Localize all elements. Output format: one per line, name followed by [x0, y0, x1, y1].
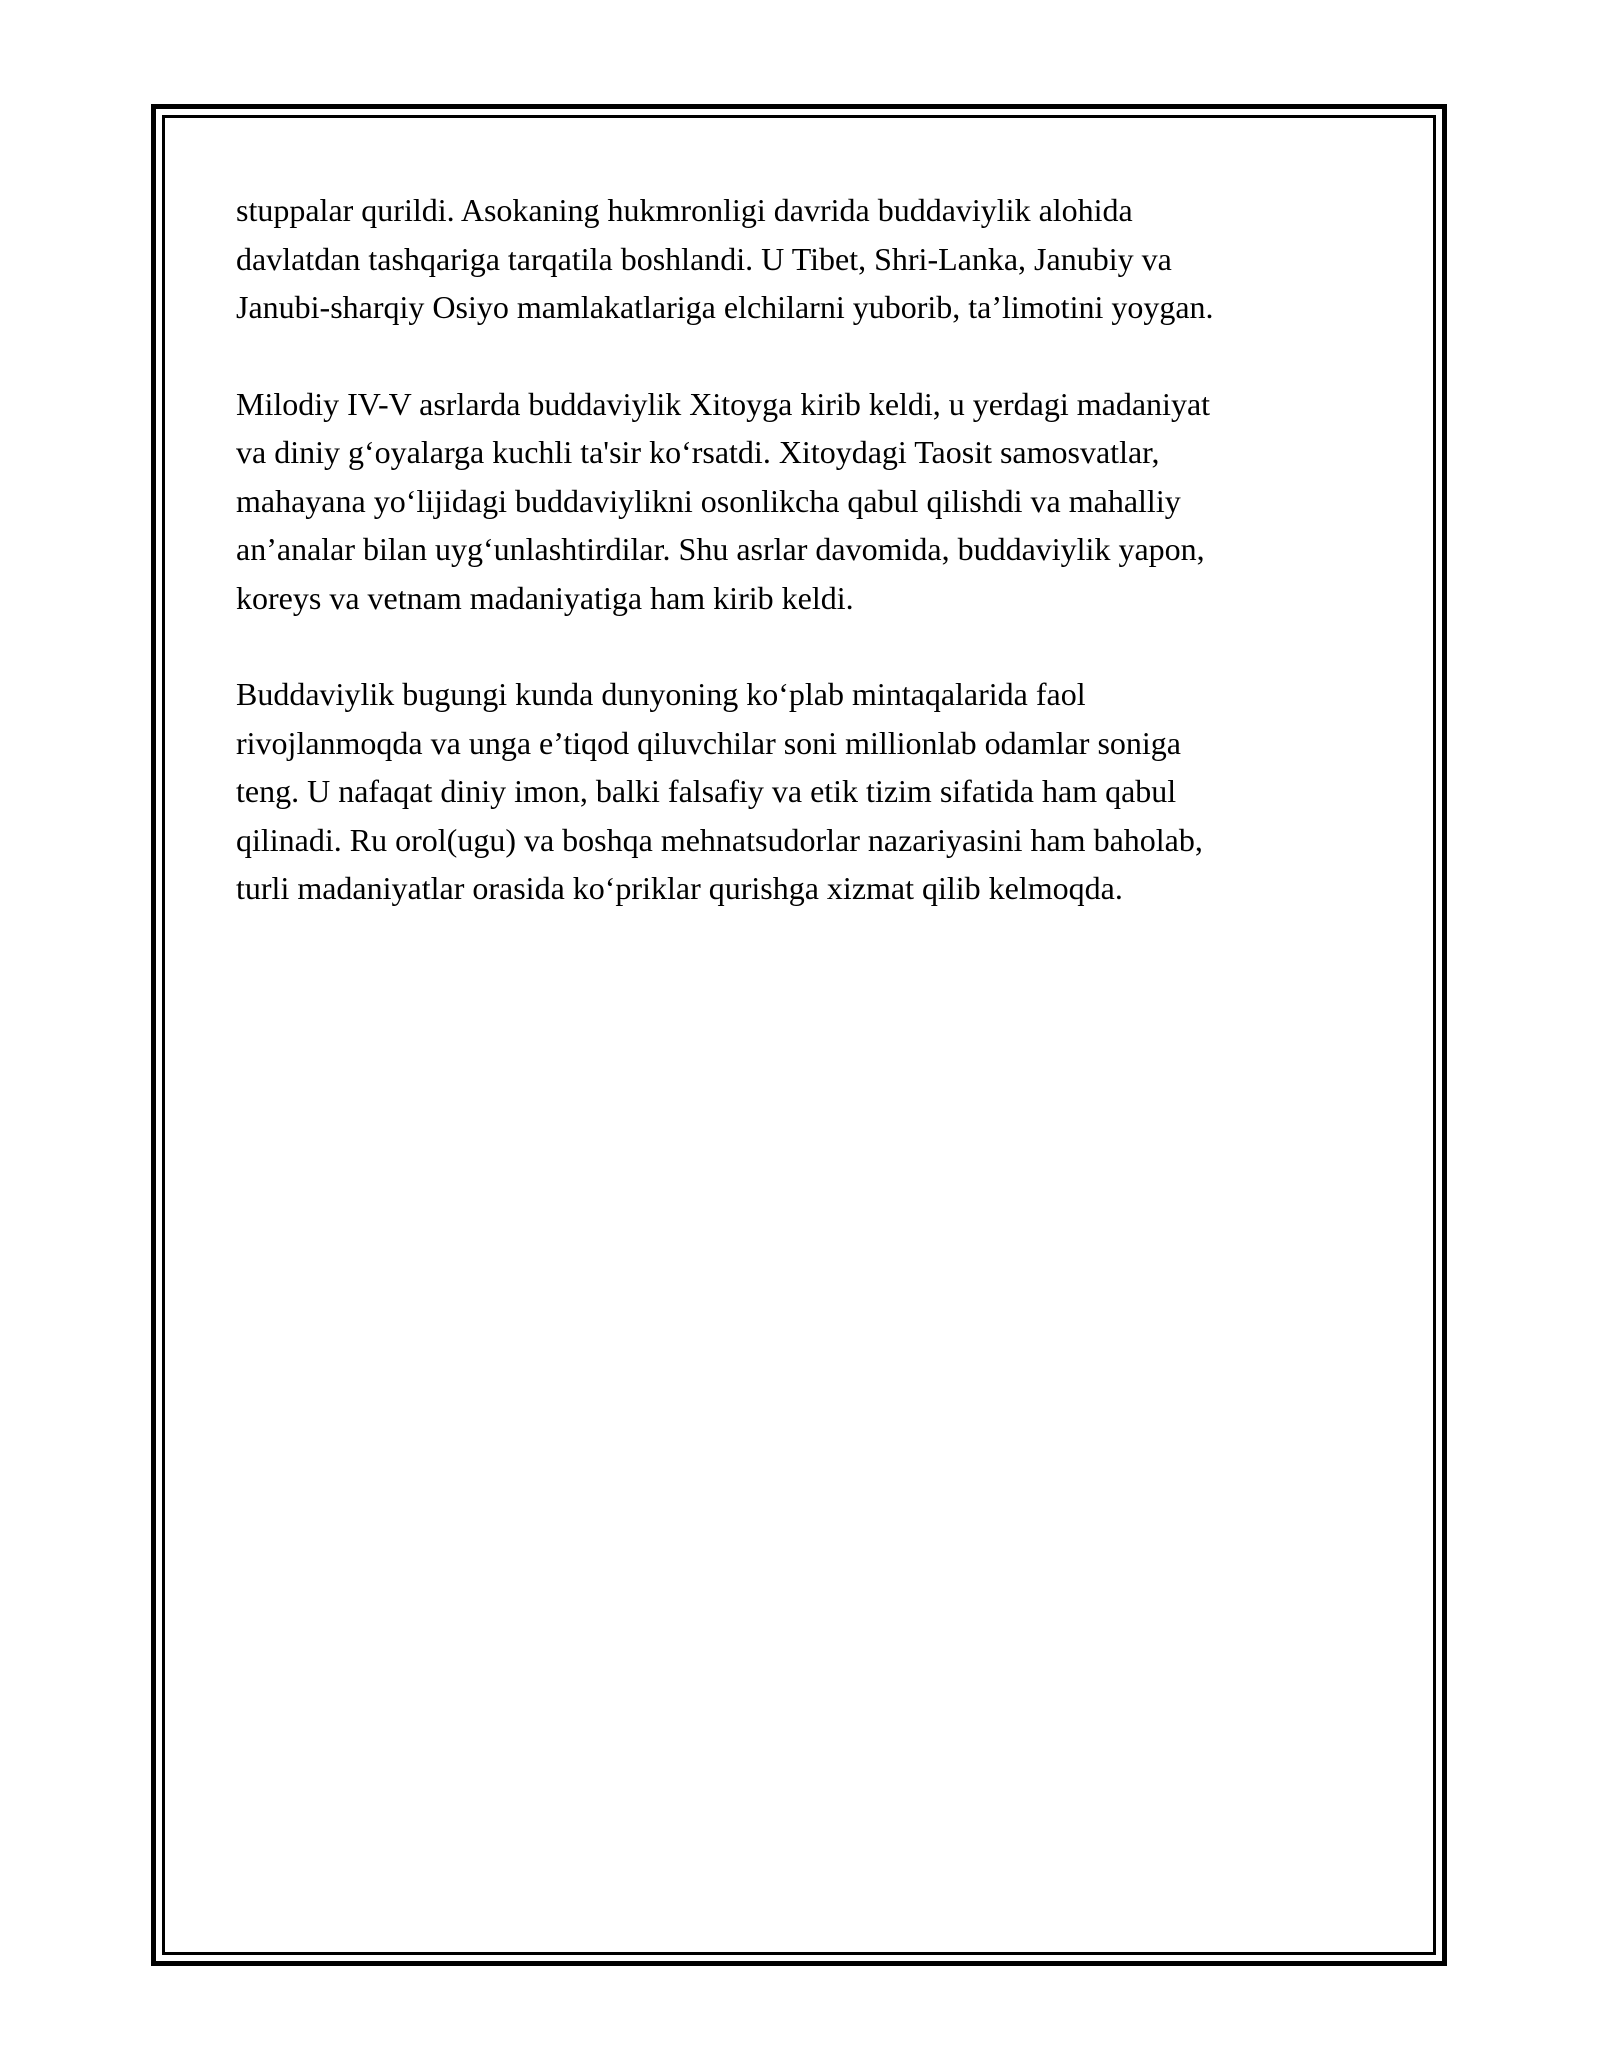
text-line: Janubi-sharqiy Osiyo mamlakatlariga elchilarni yuborib, ta’limotini yoygan.: [236, 289, 1214, 325]
text-line: koreys va vetnam madaniyatiga ham kirib keldi.: [236, 579, 854, 616]
text-line: davlatdan tashqariga tarqatila boshlandi. U Tibet, Shri-Lanka, Janubiy va: [236, 240, 1172, 277]
text-line: rivojlanmoqda va unga e’tiqod qiluvchilar soni millionlab odamlar soniga: [236, 724, 1181, 761]
text-line: mahayana yo‘lijidagi buddaviylikni osonlikcha qabul qilishdi va mahalliy: [236, 482, 1181, 519]
text-line: Milodiy IV-V asrlarda buddaviylik Xitoyga kirib keldi, u yerdagi madaniyat: [236, 385, 1211, 422]
text-line: stuppalar qurildi. Asokaning hukmronligi davrida buddaviylik alohida: [236, 192, 1133, 228]
text-line: va diniy g‘oyalarga kuchli ta'sir ko‘rsatdi. Xitoydagi Taosit samosvatlar,: [236, 434, 1160, 470]
text-line: turli madaniyatlar orasida ko‘priklar qurishga xizmat qilib kelmoqda.: [236, 870, 1123, 906]
paragraph-2: [236, 380, 1376, 623]
text-line: Buddaviylik bugungi kunda dunyoning ko‘plab mintaqalarida faol: [236, 676, 1086, 712]
document-body: [236, 186, 1376, 961]
text-line: teng. U nafaqat diniy imon, balki falsafiy va etik tizim sifatida ham qabul: [236, 773, 1177, 809]
paragraph-3: [236, 670, 1376, 913]
paragraph-1: [236, 186, 1376, 332]
text-line: qilinadi. Ru orol(ugu) va boshqa mehnatsudorlar nazariyasini ham baholab,: [236, 821, 1203, 858]
text-line: an’analar bilan uyg‘unlashtirdilar. Shu asrlar davomida, buddaviylik yapon,: [236, 531, 1205, 567]
